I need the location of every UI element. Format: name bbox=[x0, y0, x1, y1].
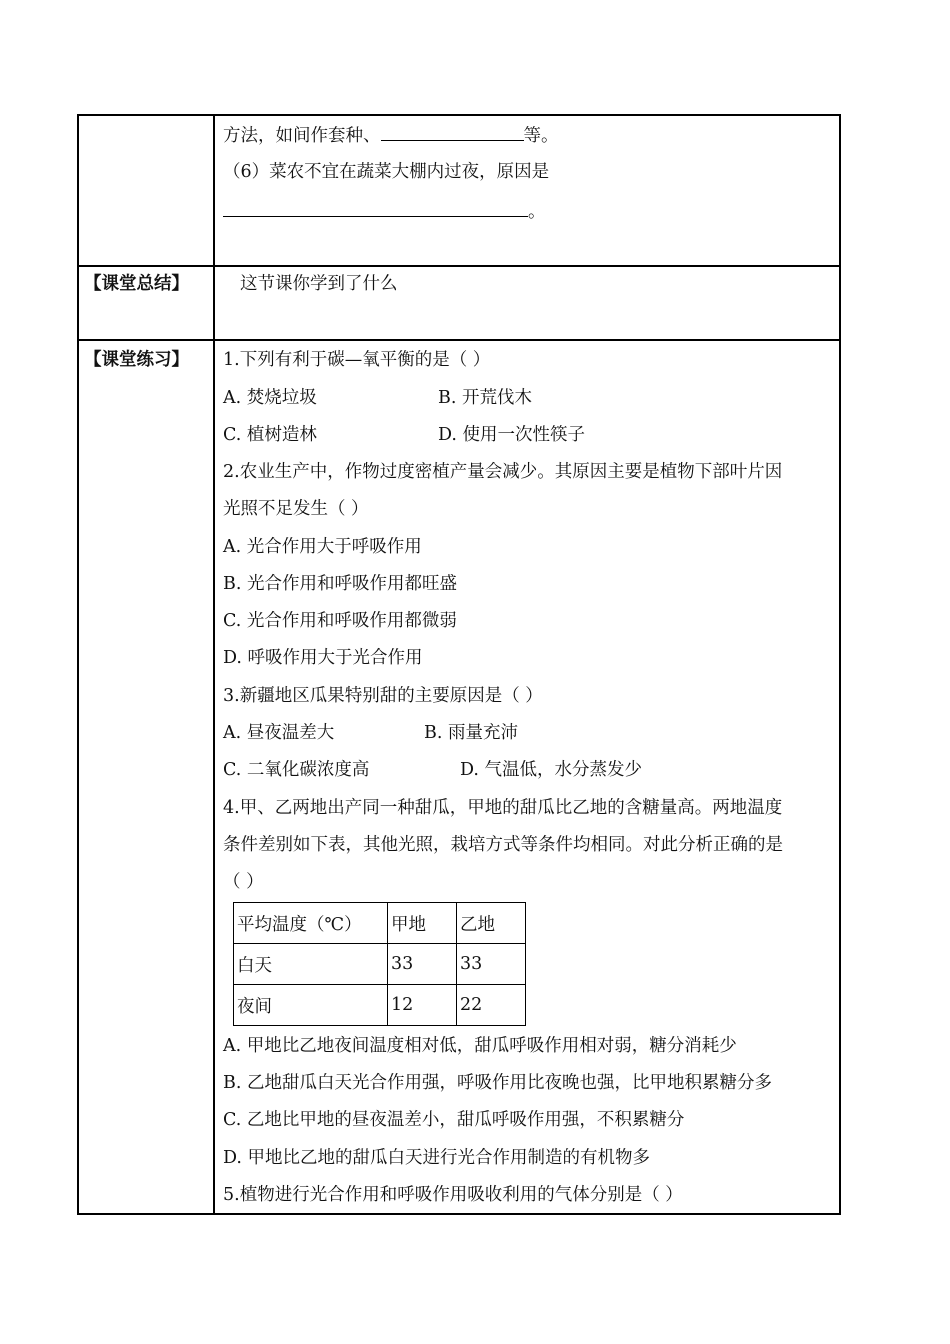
practice-label: 【课堂练习】 bbox=[84, 350, 189, 370]
q2-option-c: C. 光合作用和呼吸作用都微弱 bbox=[223, 611, 457, 631]
header-cell: 乙地 bbox=[457, 903, 526, 944]
table-column-divider bbox=[213, 114, 215, 1215]
summary-label: 【课堂总结】 bbox=[84, 274, 189, 294]
table-cell: 33 bbox=[457, 944, 526, 985]
summary-text: 这节课你学到了什么 bbox=[240, 274, 398, 294]
table-row-divider-1 bbox=[77, 265, 841, 267]
header-cell: 平均温度（℃） bbox=[234, 903, 388, 944]
q1-option-a: A. 焚烧垃圾 bbox=[223, 388, 317, 408]
question-4-line1: 4.甲、乙两地出产同一种甜瓜，甲地的甜瓜比乙地的含糖量高。两地温度 bbox=[223, 798, 783, 818]
row1-line3 bbox=[223, 200, 546, 223]
question-3: 3.新疆地区瓜果特别甜的主要原因是（ ） bbox=[223, 686, 543, 706]
q4-option-c: C. 乙地比甲地的昼夜温差小，甜瓜呼吸作用强，不积累糖分 bbox=[223, 1110, 685, 1130]
fill-blank bbox=[223, 200, 528, 217]
q2-option-d: D. 呼吸作用大于光合作用 bbox=[223, 648, 423, 668]
q1-option-b: B. 开荒伐木 bbox=[438, 388, 532, 408]
question-4-line2: 条件差别如下表，其他光照，栽培方式等条件均相同。对此分析正确的是 bbox=[223, 835, 783, 855]
table-border-top bbox=[77, 114, 841, 116]
table-cell: 12 bbox=[388, 985, 457, 1026]
q3-option-c: C. 二氧化碳浓度高 bbox=[223, 760, 370, 780]
question-2-line2: 光照不足发生（ ） bbox=[223, 499, 369, 519]
q4-option-b: B. 乙地甜瓜白天光合作用强，呼吸作用比夜晚也强，比甲地积累糖分多 bbox=[223, 1073, 772, 1093]
table-cell: 夜间 bbox=[234, 985, 388, 1026]
q1-option-c: C. 植树造林 bbox=[223, 425, 317, 445]
table-row bbox=[234, 985, 526, 1026]
question-2-line1: 2.农业生产中，作物过度密植产量会减少。其原因主要是植物下部叶片因 bbox=[223, 462, 783, 482]
q1-option-d: D. 使用一次性筷子 bbox=[438, 425, 586, 445]
table-cell: 33 bbox=[388, 944, 457, 985]
row1-line3-suffix: 。 bbox=[528, 202, 546, 222]
table-cell: 22 bbox=[457, 985, 526, 1026]
table-row bbox=[234, 944, 526, 985]
question-4-line3: （ ） bbox=[223, 872, 264, 892]
q3-option-d: D. 气温低，水分蒸发少 bbox=[460, 760, 643, 780]
table-border-right bbox=[839, 114, 841, 1215]
q2-option-a: A. 光合作用大于呼吸作用 bbox=[223, 537, 422, 557]
row1-line1 bbox=[223, 124, 559, 147]
fill-blank bbox=[381, 124, 524, 141]
table-border-left bbox=[77, 114, 79, 1215]
q3-option-b: B. 雨量充沛 bbox=[424, 723, 518, 743]
header-cell: 甲地 bbox=[388, 903, 457, 944]
table-cell: 白天 bbox=[234, 944, 388, 985]
table-row-divider-2 bbox=[77, 339, 841, 341]
row1-line2: （6）菜农不宜在蔬菜大棚内过夜，原因是 bbox=[223, 162, 550, 182]
row1-line1-suffix: 等。 bbox=[523, 126, 559, 146]
row1-line1-prefix: 方法，如间作套种、 bbox=[223, 126, 381, 146]
table-border-bottom bbox=[77, 1213, 841, 1215]
question-5: 5.植物进行光合作用和呼吸作用吸收利用的气体分别是（ ） bbox=[223, 1185, 683, 1205]
table-header-row bbox=[234, 903, 526, 944]
temperature-table bbox=[233, 902, 526, 1026]
q3-option-a: A. 昼夜温差大 bbox=[223, 723, 335, 743]
q4-option-d: D. 甲地比乙地的甜瓜白天进行光合作用制造的有机物多 bbox=[223, 1148, 651, 1168]
question-1: 1.下列有利于碳—氧平衡的是（ ） bbox=[223, 350, 491, 370]
q2-option-b: B. 光合作用和呼吸作用都旺盛 bbox=[223, 574, 457, 594]
q4-option-a: A. 甲地比乙地夜间温度相对低，甜瓜呼吸作用相对弱，糖分消耗少 bbox=[223, 1036, 737, 1056]
